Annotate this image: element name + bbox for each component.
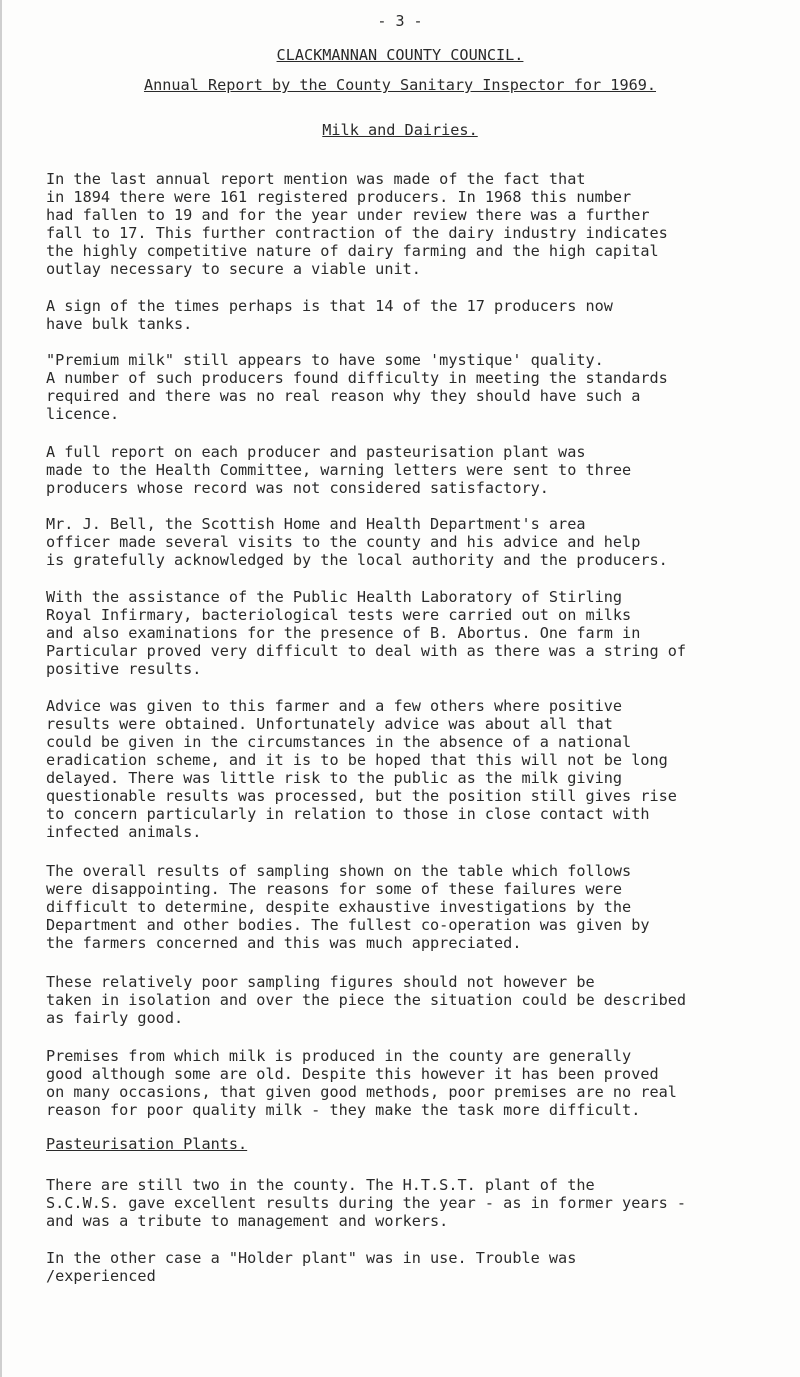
paragraph: Premises from which milk is produced in the county are generally good although some are old. Despite this however it has been proved on many occasions, that given good methods, poor premises are no real reason for poor quality milk - they make the task more difficult. xyxy=(46,1047,677,1119)
paragraph: These relatively poor sampling figures should not however be taken in isolation and over the piece the situation could be described as fairly good. xyxy=(46,973,687,1027)
council-heading: CLACKMANNAN COUNTY COUNCIL. xyxy=(276,46,524,64)
paragraph: Mr. J. Bell, the Scottish Home and Health Department's area officer made several visits to the county and his advice and help is gratefully acknowledged by the local authority and the producers. xyxy=(46,515,668,569)
paragraph: "Premium milk" still appears to have some 'mystique' quality. A number of such producers found difficulty in meeting the standards required and there was no real reason why they should have such a licence. xyxy=(46,351,668,423)
report-title: Annual Report by the County Sanitary Inspector for 1969. xyxy=(143,76,657,94)
section-title-pasteurisation: Pasteurisation Plants. xyxy=(46,1135,248,1153)
paragraph: The overall results of sampling shown on the table which follows were disappointing. The reasons for some of these failures were difficult to determine, despite exhaustive investigations by the Department and other bodies. The fullest co-operation was given by the farmers concerned and this was much appreciated. xyxy=(46,862,650,952)
paragraph: A sign of the times perhaps is that 14 of the 17 producers now have bulk tanks. xyxy=(46,297,613,333)
paragraph: Advice was given to this farmer and a few others where positive results were obtained. Unfortunately advice was about all that could be given in the circumstances in the absence of a national eradication scheme, and it is to be hoped that this will not be long delayed. There was little risk to the public as the milk giving questionable results was processed, but the position still gives rise to concern particularly in relation to those in close contact with infected animals. xyxy=(46,697,677,841)
page-number: - 3 - xyxy=(377,12,423,30)
left-margin-line xyxy=(0,0,2,1377)
paragraph: With the assistance of the Public Health Laboratory of Stirling Royal Infirmary, bacteriological tests were carried out on milks and also examinations for the presence of B. Abortus. One farm in Particular proved very difficult to deal with as there was a string of positive results. xyxy=(46,588,687,678)
continuation-word: /experienced xyxy=(46,1267,156,1285)
paragraph: In the other case a "Holder plant" was in use. Trouble was xyxy=(46,1249,577,1267)
paragraph: There are still two in the county. The H.T.S.T. plant of the S.C.W.S. gave excellent results during the year - as in former years - and was a tribute to management and workers. xyxy=(46,1176,687,1230)
paragraph: In the last annual report mention was made of the fact that in 1894 there were 161 registered producers. In 1968 this number had fallen to 19 and for the year under review there was a further fall to 17. This further contraction of the dairy industry indicates the highly competitive nature of dairy farming and the high capital outlay necessary to secure a viable unit. xyxy=(46,170,668,278)
paragraph: A full report on each producer and pasteurisation plant was made to the Health Committee, warning letters were sent to three producers whose record was not considered satisfactory. xyxy=(46,443,632,497)
section-title-milk-dairies: Milk and Dairies. xyxy=(322,121,478,139)
